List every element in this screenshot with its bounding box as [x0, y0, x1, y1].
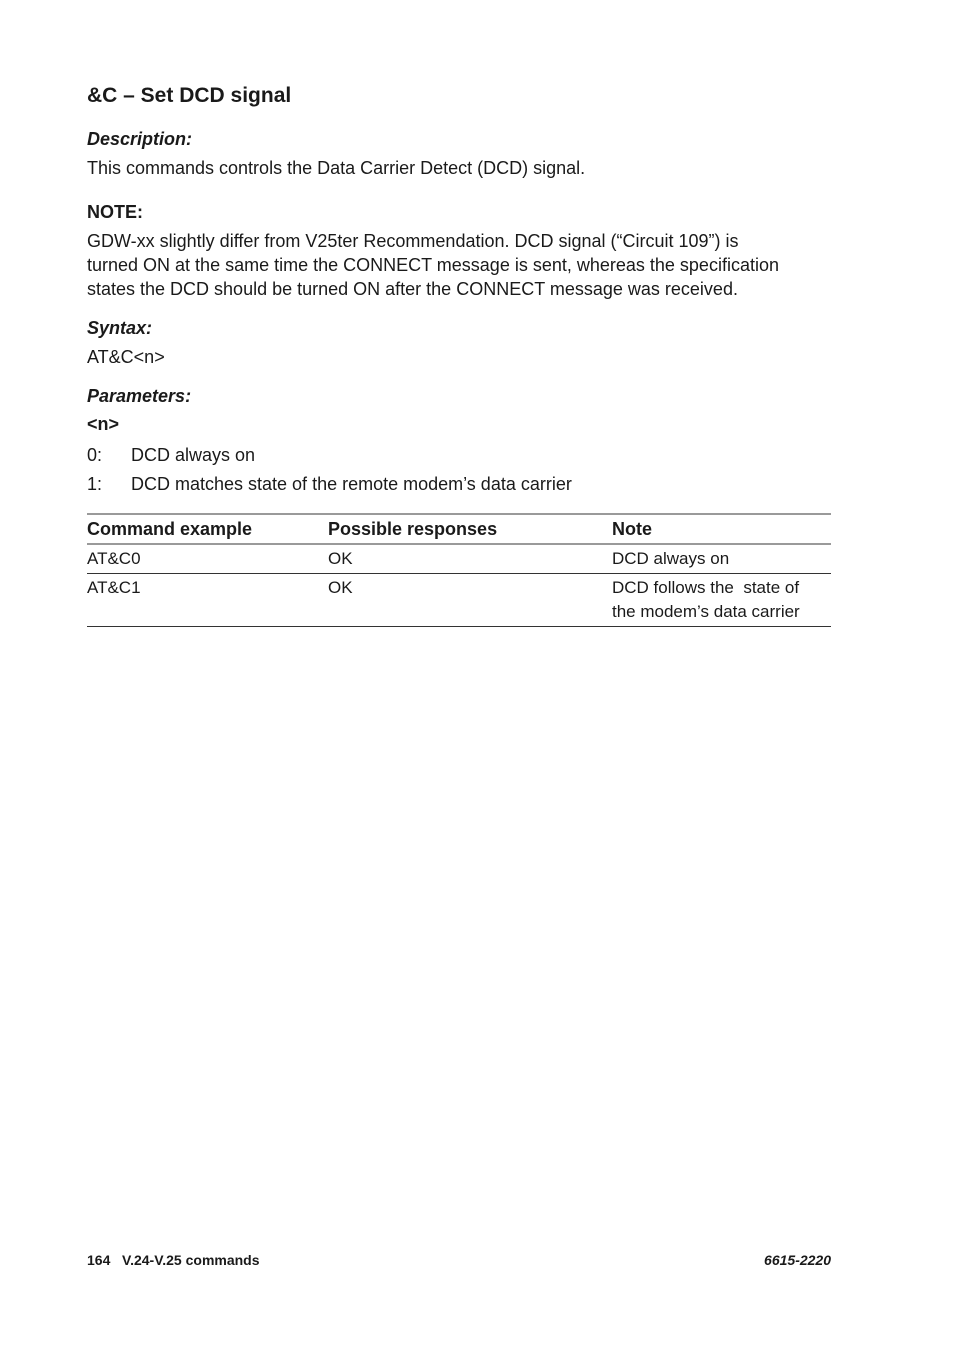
syntax-text: AT&C<n> — [87, 347, 165, 367]
note-line: GDW-xx slightly differ from V25ter Recommendation. DCD signal (“Circuit 109”) is — [87, 231, 739, 251]
parameter-item — [87, 472, 572, 496]
parameter-desc: DCD always on — [131, 445, 256, 465]
description-label: Description: — [87, 129, 193, 149]
parameters-label: Parameters: — [87, 386, 192, 406]
table-row — [87, 545, 831, 574]
parameter-name: <n> — [87, 414, 120, 434]
parameter-item — [87, 443, 255, 467]
command-table — [87, 513, 831, 627]
section-title: &C – Set DCD signal — [87, 84, 292, 107]
table-cell-note — [612, 545, 831, 573]
table-cell-note — [612, 574, 831, 626]
parameter-key: 1: — [87, 474, 103, 494]
parameter-key: 0: — [87, 445, 103, 465]
note-label: NOTE: — [87, 202, 143, 222]
footer-doc-number: 6615-2220 — [764, 1252, 831, 1268]
table-cell-response: OK — [328, 578, 353, 597]
note-line: turned ON at the same time the CONNECT message is sent, whereas the specification — [87, 255, 779, 275]
description-text: This commands controls the Data Carrier Detect (DCD) signal. — [87, 158, 586, 178]
parameter-desc: DCD matches state of the remote modem’s data carrier — [131, 474, 572, 494]
table-header-cell: Possible responses — [328, 519, 498, 539]
table-row — [87, 574, 831, 627]
note-cell-line: DCD always on — [612, 549, 730, 568]
syntax-label: Syntax: — [87, 318, 153, 338]
note-line: states the DCD should be turned ON after the CONNECT message was received. — [87, 279, 738, 299]
table-header-cell: Command example — [87, 519, 253, 539]
note-text — [87, 229, 831, 301]
note-cell-line: the modem’s data carrier — [612, 602, 800, 621]
note-cell-line: DCD follows the state of — [612, 578, 800, 597]
footer-page-info: 164 V.24-V.25 commands — [87, 1252, 260, 1268]
table-header-cell: Note — [612, 519, 652, 539]
table-cell-command: AT&C1 — [87, 578, 141, 597]
table-cell-command: AT&C0 — [87, 549, 141, 568]
table-header-row — [87, 515, 831, 545]
table-cell-response: OK — [328, 549, 353, 568]
